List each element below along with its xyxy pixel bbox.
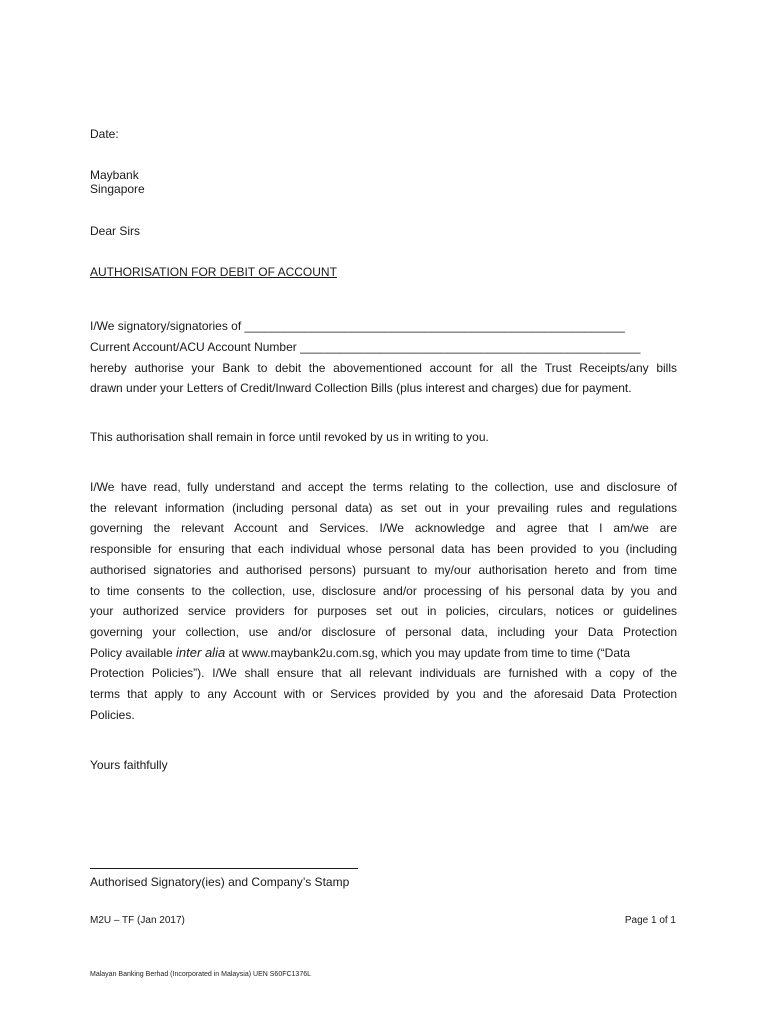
authorisation-text-line-2: drawn under your Letters of Credit/Inward Collection Bills (plus interest and charges) due for payment. — [90, 381, 632, 395]
terms-text: Policy available — [90, 645, 177, 660]
inter-alia-italic: inter alia — [176, 644, 226, 660]
terms-line: Policies. — [90, 707, 135, 722]
bank-location: Singapore — [90, 182, 145, 196]
account-number-fill-line: Current Account/ACU Account Number ___________________________________________________ — [90, 340, 641, 354]
terms-line: responsible for ensuring that each individual whose personal data has been provided to you (including — [90, 542, 677, 557]
terms-line: terms that apply to any Account with or Services provided by you and the aforesaid Data Protection — [90, 687, 677, 702]
terms-line-with-italic — [90, 643, 677, 664]
terms-line: I/We have read, fully understand and accept the terms relating to the collection, use and disclosure of — [90, 480, 677, 494]
terms-line: the relevant information (including personal data) as set out in your prevailing rules and regulations — [90, 500, 677, 515]
terms-line: governing the relevant Account and Services. I/We acknowledge and agree that I am/we are — [90, 521, 677, 536]
closing: Yours faithfully — [90, 758, 168, 772]
salutation: Dear Sirs — [90, 224, 141, 238]
terms-line: Protection Policies”). I/We shall ensure that all relevant individuals are furnished with a copy of the — [90, 666, 677, 681]
terms-line: your authorized service providers for purposes set out in policies, circulars, notices or guidelines — [90, 604, 677, 619]
terms-paragraph — [90, 477, 677, 725]
signatory-fill-line: I/We signatory/signatories of _________________________________________________________ — [90, 319, 625, 333]
form-code: M2U – TF (Jan 2017) — [90, 915, 185, 926]
terms-line: to time consents to the collection, use, disclosure and/or processing of his personal data by you and — [90, 583, 677, 598]
authorisation-text-line-1: hereby authorise your Bank to debit the abovementioned account for all the Trust Receipts/any bills — [90, 361, 677, 375]
legal-entity-footer: Malayan Banking Berhad (Incorporated in Malaysia) UEN S60FC1376L — [90, 971, 312, 978]
signature-line — [90, 868, 358, 869]
date-label: Date: — [90, 127, 119, 141]
terms-line: governing your collection, use and/or disclosure of personal data, including your Data Protection — [90, 624, 677, 639]
authorisation-note: This authorisation shall remain in force until revoked by us in writing to you. — [90, 430, 489, 444]
terms-line: authorised signatories and authorised persons) pursuant to my/our authorisation hereto and from time — [90, 562, 677, 577]
letter-title: AUTHORISATION FOR DEBIT OF ACCOUNT — [90, 265, 337, 279]
page-number: Page 1 of 1 — [624, 915, 676, 926]
bank-name: Maybank — [90, 168, 139, 182]
signature-caption: Authorised Signatory(ies) and Company’s Stamp — [90, 875, 350, 889]
terms-text: at www.maybank2u.com.sg, which you may update from time to time (“Data — [225, 645, 631, 660]
